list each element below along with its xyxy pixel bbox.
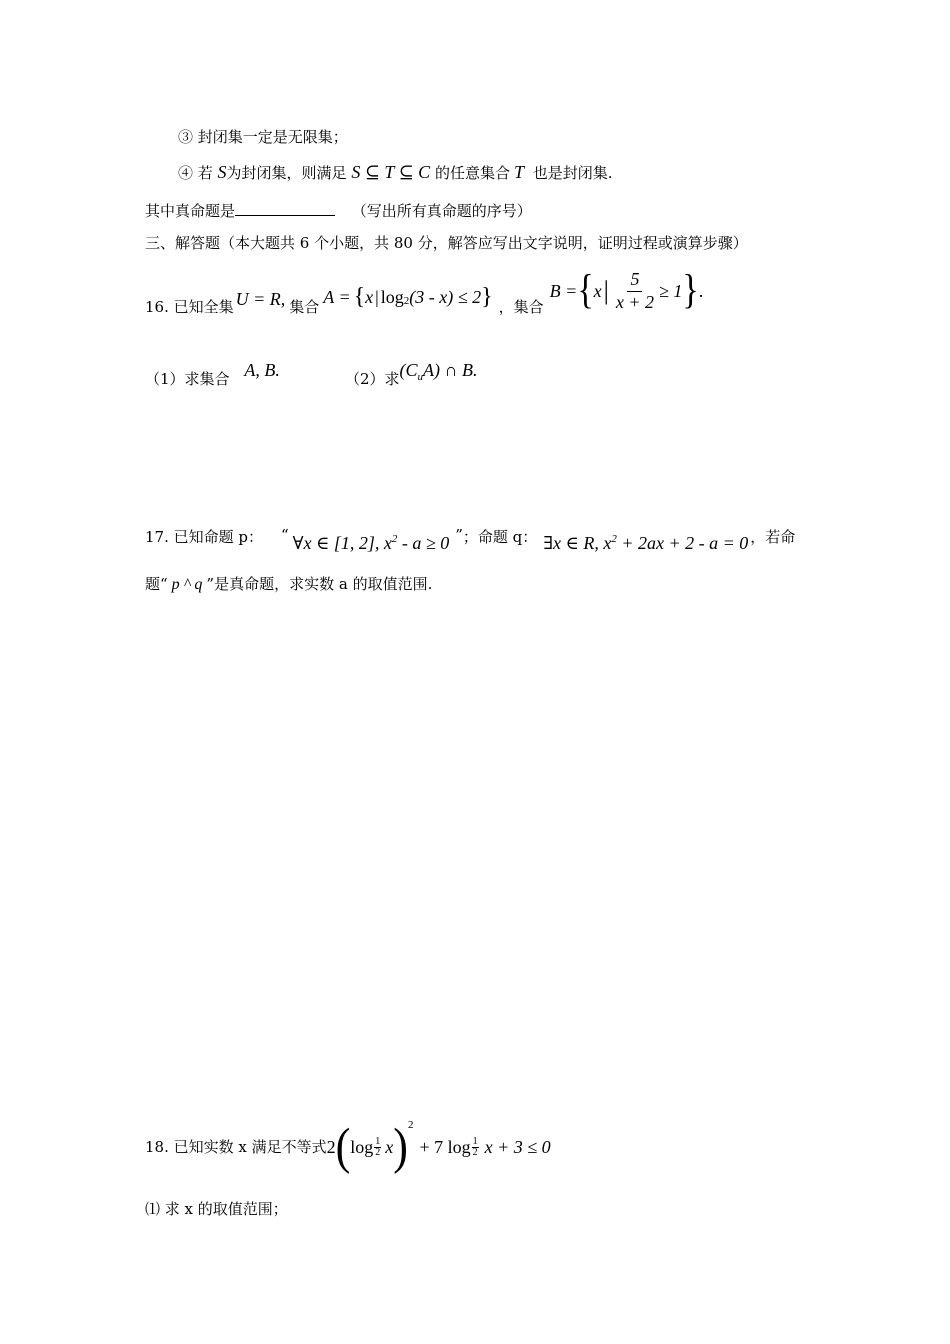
q18-paren-open: ( — [335, 1118, 351, 1175]
fill-in-suffix: （写出所有真命题的序号） — [351, 202, 532, 220]
q17-p-math: ∀x ∈ [1, 2], x — [292, 533, 392, 553]
q17-q-exponent: 2 — [611, 533, 617, 545]
q18-paren-close: ) — [393, 1118, 408, 1175]
statement-3-text: ③ 封闭集一定是无限集； — [178, 128, 348, 146]
q17-quote-open: “ — [281, 525, 289, 544]
q16-set-a-log-base: 2 — [403, 294, 410, 307]
statement-4-set-s: S — [217, 162, 227, 182]
q16-set-b-relation: ≥ 1 — [659, 281, 683, 301]
question-17 — [145, 522, 795, 552]
q16-set-separator: ，集合 — [498, 297, 544, 316]
q17-p-exponent: 2 — [391, 533, 398, 545]
statement-3 — [178, 130, 348, 145]
q16-set-b-denominator: x + 2 — [615, 291, 655, 312]
q16-part-2-math-sub: u — [417, 371, 424, 383]
statement-4-set-t: T — [513, 162, 524, 182]
statement-4-mid2: 的任意集合 — [430, 164, 510, 182]
statement-4 — [178, 163, 613, 181]
q18-tail: x + 3 ≤ 0 — [484, 1137, 551, 1157]
q18-exponent: 2 — [407, 1118, 414, 1131]
q16-set-b-brace-close: } — [682, 268, 699, 313]
q16-set-a-log: log — [380, 287, 404, 307]
q17-line2-suffix: ”是真命题，求实数 a 的取值范围. — [206, 575, 433, 593]
q17-quote-close: ” — [455, 525, 463, 544]
q16-part-2-label: （2）求 — [345, 370, 400, 388]
q17-p-tail: - a ≥ 0 — [397, 533, 450, 553]
q16-part-1 — [145, 360, 280, 388]
q16-set-a-brace-open: { — [353, 284, 366, 310]
q16-set-b-var: x — [593, 281, 602, 301]
q16-set-b-bar: | — [603, 276, 609, 305]
q18-part-1-text: ⑴ 求 x 的取值范围； — [145, 1200, 288, 1218]
q18-log-base-2-num: 1 — [472, 1135, 478, 1147]
q17-line2-prefix: 题“ — [145, 575, 168, 593]
q18-log-base-num: 1 — [375, 1135, 381, 1147]
q16-set-label-1: 集合 — [289, 297, 320, 316]
q18-log-base — [374, 1137, 381, 1158]
statement-4-suffix: 也是封闭集. — [527, 164, 613, 182]
q18-part-1 — [145, 1202, 288, 1217]
q18-log-base-den: 2 — [375, 1146, 381, 1158]
question-18 — [145, 1117, 551, 1177]
fill-in-prefix: 其中真命题是 — [145, 202, 236, 220]
q16-set-a-var: x — [365, 287, 374, 307]
q16-set-a-condition: (3 - x) ≤ 2 — [409, 287, 482, 307]
question-16 — [145, 268, 704, 322]
q16-part-2-math-close: A) ∩ B. — [423, 360, 478, 380]
q16-part-1-math: A, B. — [244, 360, 280, 380]
q18-label: 18. 已知实数 x 满足不等式 — [145, 1137, 327, 1156]
statement-4-prefix: ④ 若 — [178, 164, 218, 182]
q18-log: log — [350, 1137, 374, 1157]
q16-set-b-name: B = — [549, 281, 578, 301]
q17-q-label: ；命题 q： — [462, 527, 538, 546]
q16-set-a-name: A = — [323, 287, 351, 307]
section-header — [145, 236, 748, 251]
statement-4-mid1: 为封闭集，则满足 — [226, 164, 352, 182]
q17-label: 17. 已知命题 p： — [145, 527, 263, 546]
q18-middle-term: + 7 log — [419, 1137, 471, 1157]
q16-part-2-math-open: (C — [399, 360, 418, 380]
question-17-line-2 — [145, 577, 432, 593]
fill-in-prompt — [145, 201, 532, 219]
statement-4-subset-expr: S ⊆ T ⊆ C — [351, 162, 431, 182]
q18-log-base-2 — [472, 1137, 479, 1158]
q18-variable: x — [385, 1137, 394, 1157]
q17-proposition-p — [293, 534, 450, 552]
q16-universal-set: U = R, — [235, 289, 286, 309]
q18-log-base-2-den: 2 — [472, 1146, 478, 1158]
q16-set-a-bar: | — [375, 287, 379, 307]
answer-blank — [235, 201, 335, 216]
q16-end-period: . — [698, 281, 704, 301]
q17-q-tail: + 2ax + 2 - a = 0 — [616, 533, 749, 553]
q17-line2-math: p ^ q — [167, 576, 207, 593]
q17-q-math: ∃x ∈ R, x — [543, 533, 612, 553]
q16-part-1-label: （1）求集合 — [145, 370, 230, 388]
q17-proposition-q — [543, 534, 748, 552]
q17-tail: ，若命 — [750, 527, 796, 546]
section-header-text: 三、解答题（本大题共 6 个小题，共 80 分，解答应写出文字说明，证明过程或演算步骤） — [145, 234, 748, 252]
q16-set-a-brace-close: } — [481, 284, 493, 310]
q16-set-b-brace-open: { — [577, 268, 594, 313]
q16-set-b-numerator: 5 — [627, 270, 642, 292]
q16-label: 16. 已知全集 — [145, 297, 234, 316]
q16-set-b-fraction — [613, 270, 657, 313]
q16-part-2 — [345, 360, 478, 388]
q18-coefficient: 2 — [326, 1137, 336, 1157]
